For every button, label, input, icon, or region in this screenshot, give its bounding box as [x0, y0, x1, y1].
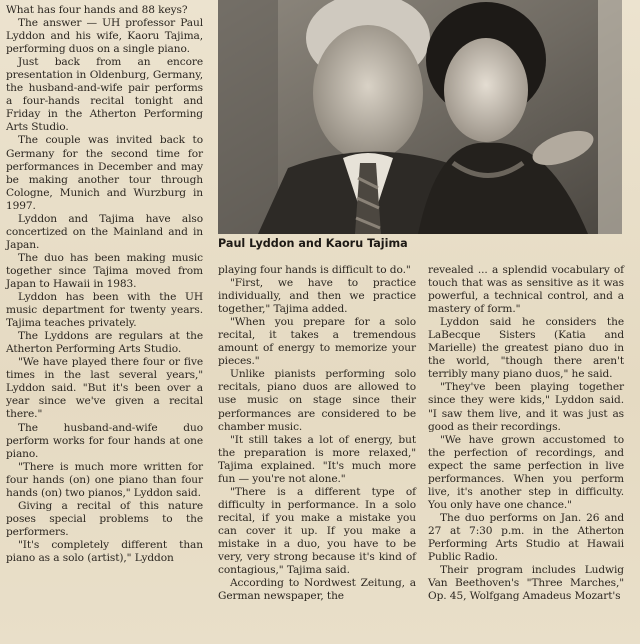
- article-paragraph: Lyddon said he considers the LaBecque Sisters (Katia and Marielle) the greatest piano duo in the world, "though there aren't terribly many piano duos," he said.: [428, 316, 624, 381]
- article-paragraph: "When you prepare for a solo recital, it takes a tremendous amount of energy to memorize your pieces.": [218, 316, 416, 368]
- article-paragraph: "We have grown accustomed to the perfection of recordings, and expect the same perfection in live performances. When you perform live, it's another step in difficulty. You only have one chance.": [428, 433, 624, 511]
- article-paragraph: "We have played there four or five times in the last several years," Lyddon said. "But it's been over a year since we've given a recital there.": [6, 356, 203, 421]
- article-paragraph: "It's completely different than piano as a solo (artist)," Lyddon: [6, 538, 203, 564]
- article-column-3: [428, 264, 624, 603]
- duo-portrait-photo: [218, 0, 622, 234]
- article-column-1: [6, 4, 203, 565]
- article-paragraph: playing four hands is difficult to do.": [218, 264, 411, 276]
- article-paragraph: Just back from an encore presentation in Oldenburg, Germany, the husband-and-wife pair performs a four-hands recital tonight and Friday in the Atherton Performing Arts Studio.: [6, 56, 203, 134]
- article-column-2: [218, 264, 416, 603]
- article-paragraph: "It still takes a lot of energy, but the preparation is more relaxed," Tajima explained. "It's much more fun — you're not alone.": [218, 433, 416, 485]
- article-paragraph: What has four hands and 88 keys?: [6, 4, 188, 16]
- photo-caption: Paul Lyddon and Kaoru Tajima: [218, 237, 408, 250]
- article-paragraph: The couple was invited back to Germany for the second time for performances in December and may be making another tour through Cologne, Munich and Wurzburg in 1997.: [6, 134, 203, 212]
- article-paragraph: "They've been playing together since they were kids," Lyddon said. "I saw them live, and it was just as good as their recordings.: [428, 381, 624, 433]
- article-paragraph: Giving a recital of this nature poses special problems to the performers.: [6, 499, 203, 538]
- article-paragraph: The husband-and-wife duo perform works for four hands at one piano.: [6, 421, 203, 460]
- article-paragraph: Unlike pianists performing solo recitals, piano duos are allowed to use music on stage since their performances are considered to be chamber music.: [218, 368, 416, 433]
- article-paragraph: "There is much more written for four hands (on) one piano than four hands (on) two pianos," Lyddon said.: [6, 460, 203, 499]
- article-paragraph: The duo has been making music together since Tajima moved from Japan to Hawaii in 1983.: [6, 251, 203, 290]
- article-paragraph: Lyddon and Tajima have also concertized on the Mainland and in Japan.: [6, 212, 203, 251]
- article-paragraph: Lyddon has been with the UH music department for twenty years. Tajima teaches privately.: [6, 291, 203, 330]
- article-paragraph: The answer — UH professor Paul Lyddon and his wife, Kaoru Tajima, performing duos on a single piano.: [6, 17, 203, 56]
- article-paragraph: revealed ... a splendid vocabulary of touch that was as sensitive as it was powerful, a technical control, and a mastery of form.": [428, 264, 624, 316]
- article-paragraph: Their program includes Ludwig Van Beethoven's "Three Marches," Op. 45, Wolfgang Amadeus Mozart's: [428, 564, 624, 603]
- article-paragraph: "There is a different type of difficulty in performance. In a solo recital, if you make a mistake you can cover it up. If you make a mistake in a duo, you have to be very, very strong because it's kind of contagious," Tajima said.: [218, 485, 416, 577]
- article-paragraph: "First, we have to practice individually, and then we practice together," Tajima added.: [218, 277, 416, 316]
- article-photo: [218, 0, 622, 234]
- article-paragraph: The duo performs on Jan. 26 and 27 at 7:30 p.m. in the Atherton Performing Arts Studio at Hawaii Public Radio.: [428, 511, 624, 564]
- article-paragraph: The Lyddons are regulars at the Atherton Performing Arts Studio.: [6, 330, 203, 356]
- article-paragraph: According to Nordwest Zeitung, a German newspaper, the: [218, 577, 416, 603]
